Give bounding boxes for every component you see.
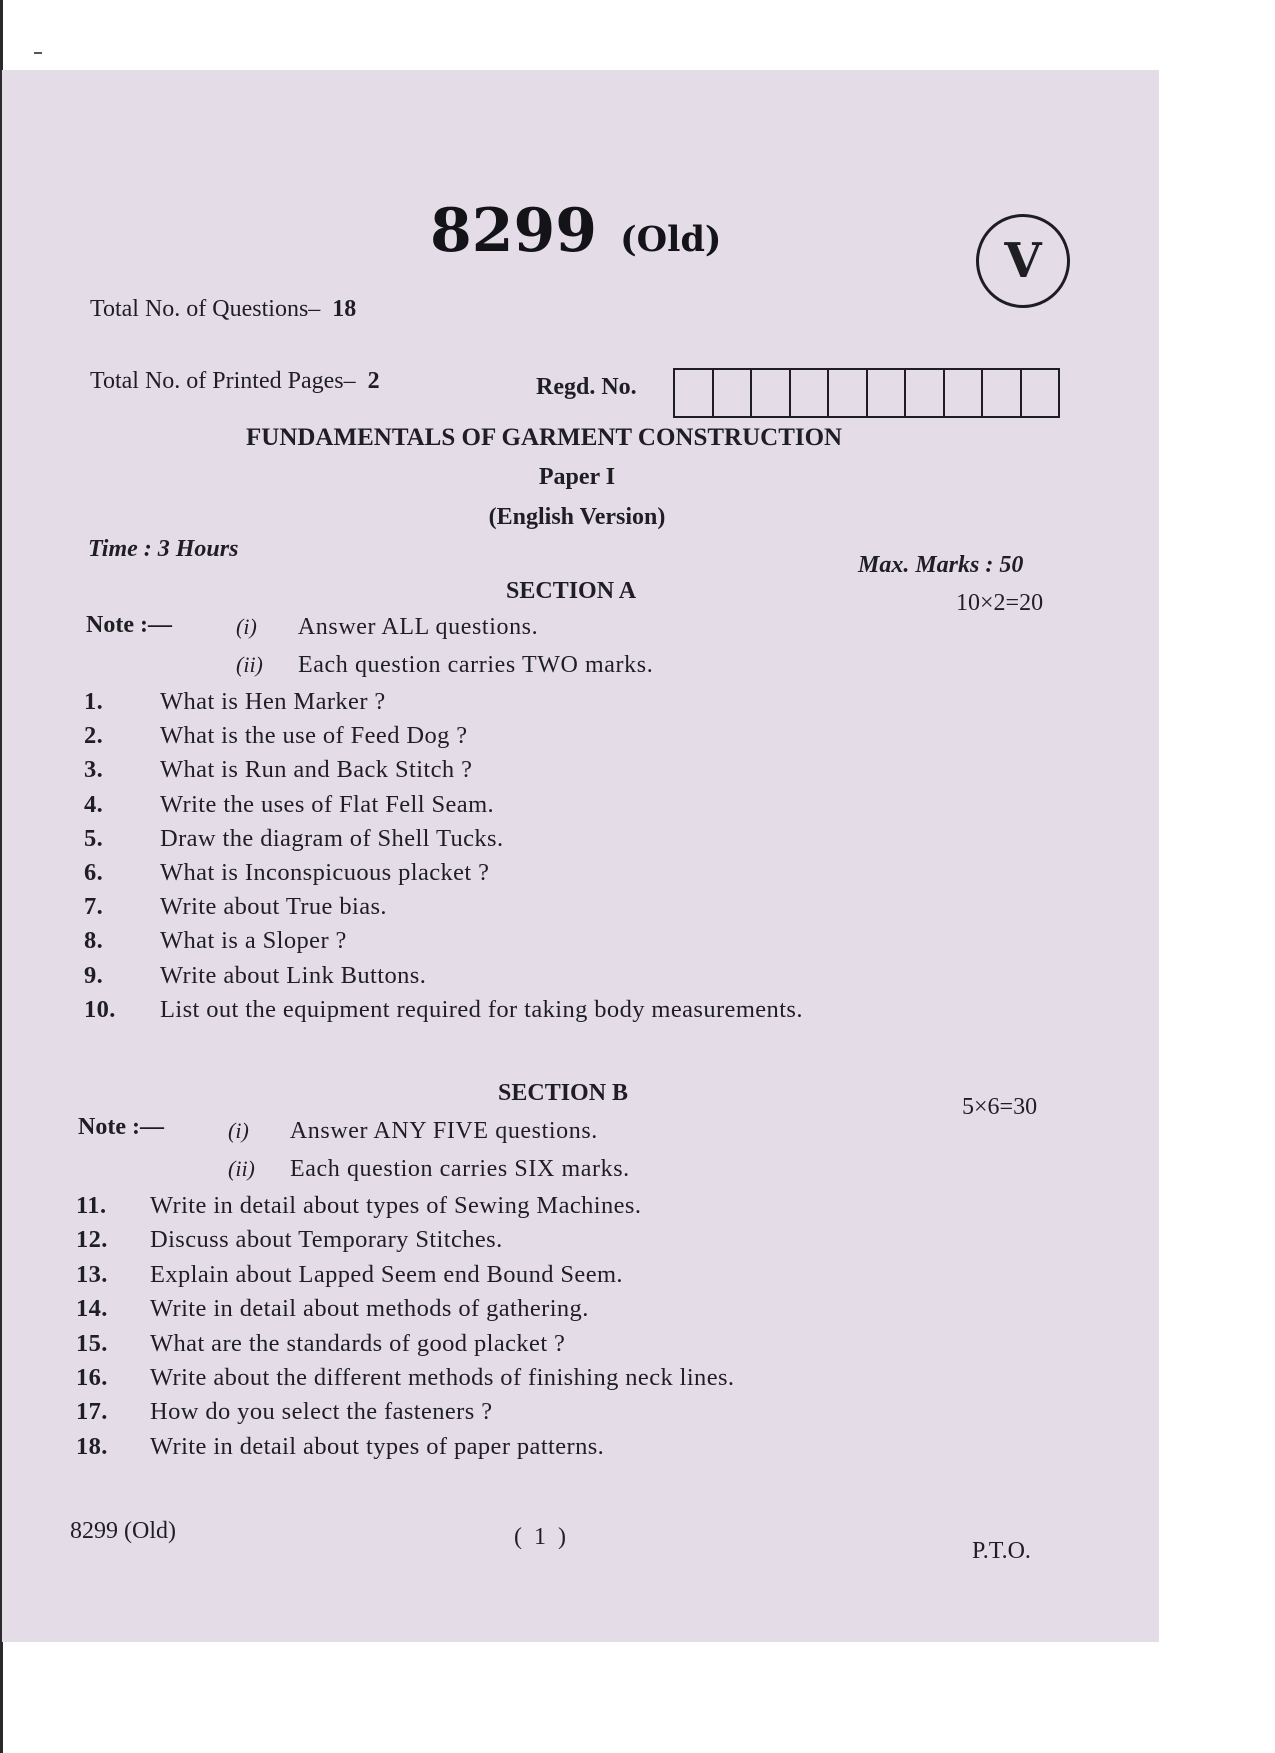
section-b-note-1 <box>228 1118 598 1145</box>
question-text: What is Hen Marker ? <box>160 688 386 715</box>
paper-version: (English Version) <box>488 504 666 530</box>
section-a-note-1 <box>236 614 538 641</box>
total-pages-label: Total No. of Printed Pages– <box>90 368 356 394</box>
regd-box-cell <box>752 370 791 416</box>
question-item <box>84 791 494 819</box>
paper-code-suffix: (Old) <box>620 219 722 260</box>
question-text: List out the equipment required for taking body measurements. <box>160 995 803 1023</box>
question-item <box>84 962 426 990</box>
footer-pto: P.T.O. <box>972 1538 1031 1564</box>
section-a-note-2 <box>236 652 653 679</box>
question-number: 10. <box>84 995 116 1023</box>
regd-box-cell <box>868 370 907 416</box>
question-text: What is the use of Feed Dog ? <box>160 722 468 750</box>
total-questions <box>90 296 356 323</box>
regd-box-cell <box>791 370 830 416</box>
footer-code: 8299 (Old) <box>70 1518 176 1544</box>
section-b-note-label: Note :— <box>78 1114 164 1140</box>
question-item <box>84 688 386 716</box>
regd-box-cell <box>714 370 753 416</box>
question-text: Write about the different methods of finishing neck lines. <box>150 1364 735 1391</box>
total-pages-value: 2 <box>367 368 380 394</box>
exam-paper <box>2 70 1159 1642</box>
max-marks: Max. Marks : 50 <box>858 552 1024 578</box>
section-b-title: SECTION B <box>498 1080 629 1106</box>
question-text: Write in detail about methods of gathering. <box>150 1295 589 1323</box>
regd-no-label: Regd. No. <box>536 374 637 400</box>
regd-no-boxes <box>673 368 1060 418</box>
question-number: 1. <box>84 688 104 715</box>
question-number: 18. <box>76 1432 108 1460</box>
question-item <box>76 1226 503 1254</box>
total-questions-value: 18 <box>332 296 357 322</box>
question-item <box>84 893 387 921</box>
question-text: Write about Link Buttons. <box>160 961 427 989</box>
regd-box-cell <box>675 370 714 416</box>
question-text: Discuss about Temporary Stitches. <box>150 1226 503 1254</box>
question-item <box>76 1433 604 1461</box>
question-item <box>84 825 504 853</box>
exam-time: Time : 3 Hours <box>88 536 239 562</box>
question-number: 5. <box>84 824 104 852</box>
regd-box-cell <box>983 370 1022 416</box>
question-number: 2. <box>84 722 104 750</box>
question-number: 7. <box>84 893 104 921</box>
note-roman: (i) <box>236 614 257 639</box>
note-text: Each question carries TWO marks. <box>297 652 654 678</box>
question-item <box>76 1330 565 1358</box>
question-text: What is a Sloper ? <box>160 927 347 955</box>
question-item <box>76 1295 589 1323</box>
question-number: 16. <box>76 1364 108 1391</box>
footer-page-number: ( 1 ) <box>514 1524 569 1550</box>
question-item <box>76 1192 641 1220</box>
question-text: Write the uses of Flat Fell Seam. <box>160 790 495 818</box>
question-text: Explain about Lapped Seem end Bound Seem. <box>150 1260 623 1288</box>
question-number: 13. <box>76 1260 108 1288</box>
version-mark: V <box>1004 233 1042 289</box>
total-questions-label: Total No. of Questions– <box>90 296 321 322</box>
section-b-marks: 5×6=30 <box>962 1094 1038 1120</box>
question-item <box>84 927 347 955</box>
question-item <box>76 1261 623 1289</box>
question-item <box>76 1364 734 1392</box>
question-text: How do you select the fasteners ? <box>150 1398 493 1426</box>
section-b-note-2 <box>228 1156 630 1183</box>
note-roman: (ii) <box>236 652 263 677</box>
question-number: 4. <box>84 790 104 818</box>
question-number: 3. <box>84 756 104 784</box>
question-number: 11. <box>76 1192 107 1219</box>
section-a-marks: 10×2=20 <box>956 590 1044 616</box>
question-item <box>84 756 472 784</box>
note-text: Each question carries SIX marks. <box>289 1156 630 1182</box>
version-mark-circle <box>976 214 1070 308</box>
section-a-title: SECTION A <box>506 578 637 604</box>
question-item <box>76 1398 492 1426</box>
question-number: 14. <box>76 1295 108 1323</box>
note-text: Answer ANY FIVE questions. <box>289 1118 598 1144</box>
regd-box-cell <box>829 370 868 416</box>
question-text: What is Run and Back Stitch ? <box>160 756 473 784</box>
total-pages <box>90 368 380 395</box>
question-number: 9. <box>84 961 104 989</box>
question-item <box>84 859 489 887</box>
question-number: 15. <box>76 1329 108 1357</box>
question-text: Draw the diagram of Shell Tucks. <box>160 824 504 852</box>
question-text: What are the standards of good placket ? <box>150 1329 566 1357</box>
note-roman: (i) <box>228 1118 249 1143</box>
scan-mark <box>34 52 42 54</box>
question-text: Write in detail about types of Sewing Machines. <box>150 1192 642 1219</box>
question-number: 6. <box>84 859 104 886</box>
note-roman: (ii) <box>228 1156 255 1181</box>
question-item <box>84 722 468 750</box>
regd-box-cell <box>1022 370 1059 416</box>
section-a-note-label: Note :— <box>86 612 172 638</box>
paper-code: 8299 <box>430 196 597 266</box>
subject-title: FUNDAMENTALS OF GARMENT CONSTRUCTION <box>246 424 843 451</box>
question-number: 8. <box>84 927 104 955</box>
question-item <box>84 996 803 1024</box>
question-number: 17. <box>76 1398 108 1426</box>
question-text: Write in detail about types of paper patterns. <box>150 1432 605 1460</box>
regd-box-cell <box>906 370 945 416</box>
question-number: 12. <box>76 1226 108 1254</box>
question-text: Write about True bias. <box>160 893 387 921</box>
regd-box-cell <box>945 370 984 416</box>
note-text: Answer ALL questions. <box>297 614 539 640</box>
question-text: What is Inconspicuous placket ? <box>160 859 490 886</box>
paper-code-group <box>430 196 721 266</box>
paper-number: Paper I <box>538 464 616 490</box>
